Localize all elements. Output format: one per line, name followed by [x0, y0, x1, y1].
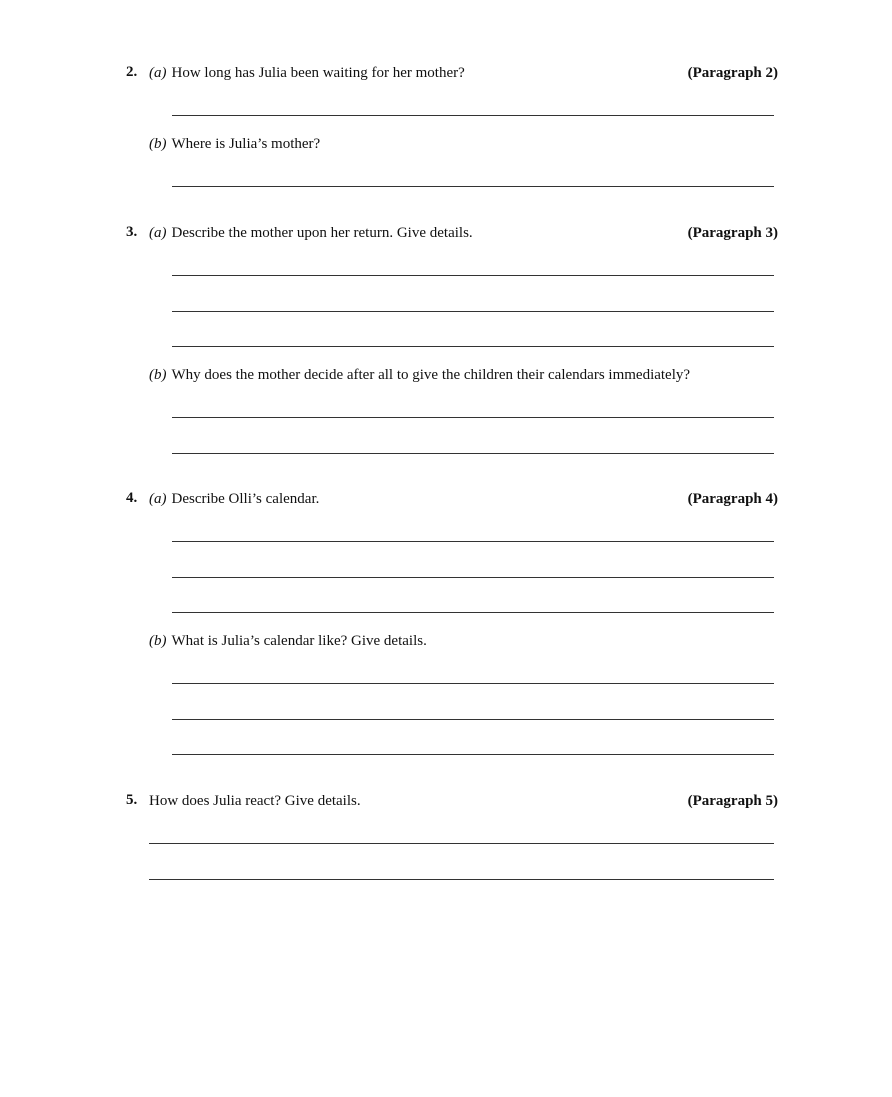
- answer-line[interactable]: [172, 541, 774, 542]
- question-number: 4.: [126, 490, 138, 506]
- question-number: 5.: [126, 792, 138, 808]
- question-2a: [149, 64, 465, 82]
- question-number: 2.: [126, 64, 138, 80]
- answer-line[interactable]: [172, 275, 774, 276]
- answer-line[interactable]: [172, 311, 774, 312]
- question-text: Describe Olli’s calendar.: [171, 491, 320, 507]
- answer-line[interactable]: [172, 683, 774, 684]
- question-5: How does Julia react? Give details.: [149, 793, 361, 809]
- question-3b: [149, 366, 690, 384]
- question-text: Where is Julia’s mother?: [171, 136, 321, 152]
- question-text: Describe the mother upon her return. Give details.: [171, 225, 473, 241]
- answer-line[interactable]: [172, 453, 774, 454]
- paragraph-reference: (Paragraph 5): [687, 793, 778, 809]
- question-3a: [149, 224, 473, 242]
- paragraph-reference: (Paragraph 4): [687, 491, 778, 507]
- question-4b: [149, 632, 427, 650]
- answer-line[interactable]: [149, 879, 774, 880]
- question-text: How long has Julia been waiting for her mother?: [171, 65, 465, 81]
- answer-line[interactable]: [172, 115, 774, 116]
- answer-line[interactable]: [149, 843, 774, 844]
- question-text: Why does the mother decide after all to give the children their calendars immediately?: [171, 367, 691, 383]
- answer-line[interactable]: [172, 719, 774, 720]
- part-label: (a): [149, 65, 167, 81]
- part-label: (b): [149, 136, 167, 152]
- paragraph-reference: (Paragraph 3): [687, 225, 778, 241]
- answer-line[interactable]: [172, 612, 774, 613]
- part-label: (a): [149, 491, 167, 507]
- answer-line[interactable]: [172, 346, 774, 347]
- part-label: (b): [149, 633, 167, 649]
- answer-line[interactable]: [172, 186, 774, 187]
- question-number: 3.: [126, 224, 138, 240]
- question-text: What is Julia’s calendar like? Give details.: [171, 633, 427, 649]
- paragraph-reference: (Paragraph 2): [687, 65, 778, 81]
- answer-line[interactable]: [172, 577, 774, 578]
- answer-line[interactable]: [172, 417, 774, 418]
- answer-line[interactable]: [172, 754, 774, 755]
- question-4a: [149, 490, 319, 508]
- part-label: (a): [149, 225, 167, 241]
- question-2b: [149, 135, 320, 153]
- part-label: (b): [149, 367, 167, 383]
